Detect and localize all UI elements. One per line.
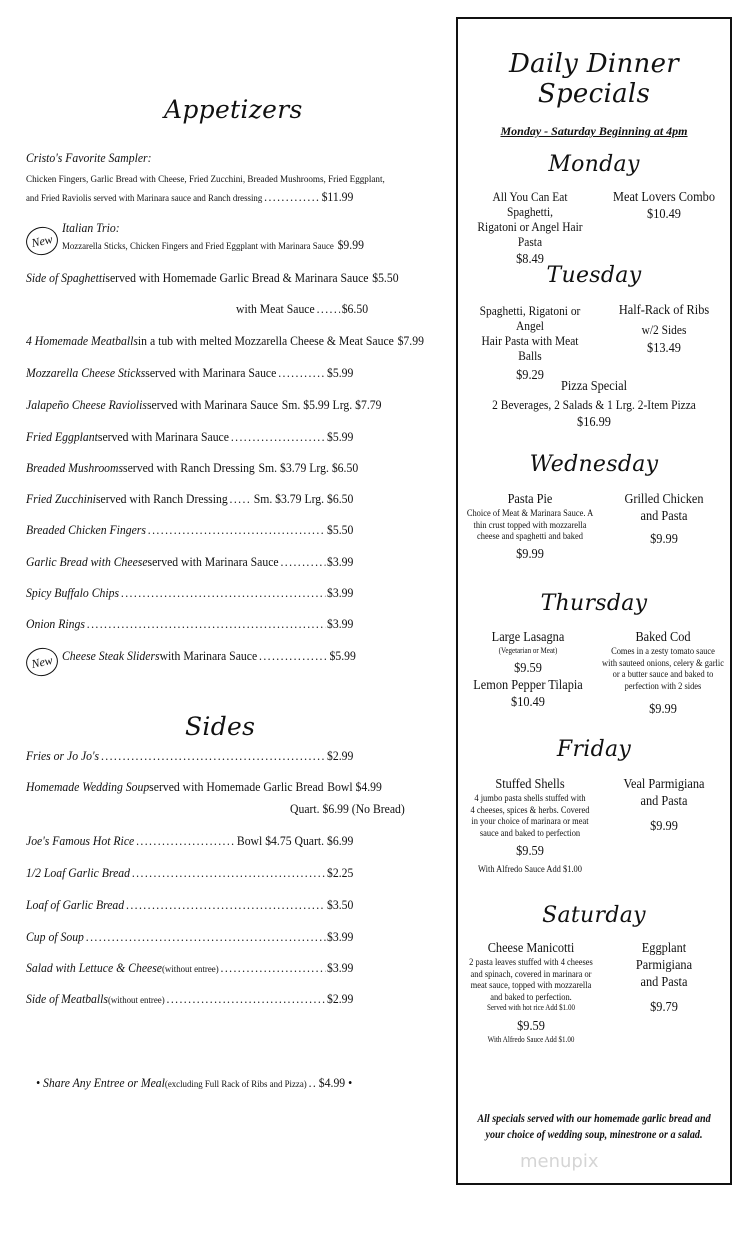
menu-item <box>26 366 353 381</box>
menu-item <box>26 930 353 945</box>
special-price: $10.49 <box>511 695 545 710</box>
menu-item-share <box>36 1076 352 1093</box>
menu-item <box>26 992 353 1009</box>
appetizers-title: Appetizers <box>164 95 303 124</box>
special-price: $9.99 <box>516 546 544 562</box>
item-name: Jalapeño Cheese Raviolis <box>26 398 148 412</box>
item-name: 1/2 Loaf Garlic Bread <box>26 866 131 880</box>
item-name: Fried Eggplant <box>26 430 98 444</box>
item-price: $5.99 <box>327 430 354 444</box>
monday-special-a: All You Can Eat Spaghetti, Rigatoni or Angel Hair Pasta $8.49 <box>468 189 591 268</box>
special-price: $9.79 <box>650 1000 678 1015</box>
saturday-special-a: Cheese Manicotti 2 pasta leaves stuffed with 4 cheeses and spinach, covered in marinara or meat sauce, topped with mozzarella and baked to perfection. Served with hot rice Add $1.00 $9.59 With Alfredo Sauce Add $1.00 <box>467 940 595 1045</box>
menu-item-sliders <box>62 649 356 664</box>
menu-item-spaghetti-meat <box>236 302 368 317</box>
item-price: $3.99 <box>327 586 354 600</box>
menu-item <box>26 866 353 881</box>
item-price: Sm. $5.99 Lrg. $7.79 <box>281 398 382 412</box>
special-price: $16.99 <box>577 415 611 430</box>
menu-item <box>26 961 353 978</box>
item-name: Salad with Lettuce & Cheese <box>26 961 162 975</box>
specials-title: Daily Dinner Specials <box>509 49 679 109</box>
menu-item-rice <box>26 834 353 849</box>
item-name: • Share Any Entree or Meal <box>36 1076 165 1090</box>
item-price: $6.50 <box>341 302 369 316</box>
special-price: $9.59 <box>516 844 544 859</box>
sampler-desc-2: and Fried Raviolis served with Marinara sauce and Ranch dressing <box>26 194 263 204</box>
tuesday-pizza-special: Pizza Special 2 Beverages, 2 Salads & 1 Lrg. 2-Item Pizza $16.99 <box>474 378 713 431</box>
item-desc: with Marinara Sauce <box>159 649 258 663</box>
menu-item <box>26 617 353 632</box>
item-price: $9.99 <box>337 238 364 252</box>
day-friday: Friday <box>556 737 632 762</box>
item-price: $5.50 <box>327 523 354 537</box>
item-name: Loaf of Garlic Bread <box>26 898 125 912</box>
trio-desc: Mozzarella Sticks, Chicken Fingers and Fried Eggplant with Marinara Sauce <box>62 242 334 252</box>
new-badge: New <box>23 224 60 258</box>
wednesday-special-b: Grilled Chicken and Pasta $9.99 <box>606 491 722 548</box>
saturday-special-b: Eggplant Parmigiana and Pasta $9.79 <box>606 940 722 1016</box>
item-desc: served with Marinara Sauce <box>147 555 279 569</box>
item-price: Bowl $4.99 <box>327 780 382 794</box>
item-name: Mozzarella Cheese Sticks <box>26 366 146 380</box>
item-price: Sm. $3.79 Lrg. $6.50 <box>258 461 359 475</box>
item-desc: served with Ranch Dressing <box>123 461 255 475</box>
menu-item <box>26 461 359 476</box>
day-saturday: Saturday <box>542 903 646 928</box>
thursday-special-b: Baked Cod Comes in a zesty tomato sauce with sauteed onions, celery & garlic or a butter sauce and baked to perfection with 2 sides $9.99 <box>599 629 727 718</box>
menu-item-soup <box>26 780 382 795</box>
specials-footer: All specials served with our homemade garlic bread and your choice of wedding soup, minestrone or a salad. <box>477 1113 711 1141</box>
item-price: $3.99 <box>327 961 354 975</box>
soup-quart-price: Quart. $6.99 (No Bread) <box>290 802 405 816</box>
item-name: Fries or Jo Jo's <box>26 749 100 763</box>
special-price: $9.99 <box>650 819 678 834</box>
item-name: Garlic Bread with Cheese <box>26 555 148 569</box>
item-price: $5.99 <box>327 366 354 380</box>
menu-item <box>26 898 353 913</box>
trio-name: Italian Trio: <box>62 221 120 235</box>
item-name: Cup of Soup <box>26 930 84 944</box>
item-name: Cheese Steak Sliders <box>62 649 160 663</box>
watermark: menupix <box>520 1151 599 1172</box>
item-desc: with Meat Sauce <box>236 302 315 316</box>
menu-item <box>26 555 353 570</box>
daily-specials-box <box>456 17 732 1185</box>
tuesday-special-a: Spaghetti, Rigatoni or Angel Hair Pasta with Meat Balls $9.29 <box>468 303 591 384</box>
monday-special-b: Meat Lovers Combo $10.49 <box>606 189 722 223</box>
item-desc: served with Marinara Sauce <box>97 430 229 444</box>
item-price: $3.99 <box>327 930 354 944</box>
item-name: Breaded Chicken Fingers <box>26 523 146 537</box>
special-price: $10.49 <box>647 207 681 222</box>
menu-item <box>26 523 353 538</box>
item-price: $3.99 <box>327 617 354 631</box>
special-price: $13.49 <box>647 341 681 356</box>
item-desc: (without entree) <box>107 996 165 1006</box>
new-badge: New <box>23 645 60 679</box>
day-monday: Monday <box>548 152 640 177</box>
item-desc: served with Marinara Sauce <box>147 398 279 412</box>
item-name: Side of Meatballs <box>26 992 108 1006</box>
item-name: Side of Spaghetti <box>26 271 106 285</box>
menu-item <box>26 334 424 349</box>
item-desc: (excluding Full Rack of Ribs and Pizza) <box>164 1080 307 1090</box>
day-tuesday: Tuesday <box>546 263 642 288</box>
item-name: Spicy Buffalo Chips <box>26 586 120 600</box>
item-price: $4.99 • <box>318 1076 353 1090</box>
item-name: Joe's Famous Hot Rice <box>26 834 135 848</box>
menu-item <box>26 586 353 601</box>
day-wednesday: Wednesday <box>529 452 659 477</box>
item-desc: served with Homemade Garlic Bread <box>149 780 324 794</box>
sides-title: Sides <box>185 712 256 741</box>
item-desc: served with Homemade Garlic Bread & Marinara Sauce <box>105 271 369 285</box>
specials-subtitle: Monday - Saturday Beginning at 4pm <box>500 124 688 138</box>
item-price: $2.99 <box>327 749 354 763</box>
item-price: $2.99 <box>327 992 354 1006</box>
item-desc: (without entree) <box>161 965 219 975</box>
item-name: Fried Zucchini <box>26 492 96 506</box>
item-price: $5.99 <box>329 649 356 663</box>
tuesday-special-b: Half-Rack of Ribs w/2 Sides $13.49 <box>606 302 722 357</box>
friday-special-a: Stuffed Shells 4 jumbo pasta shells stuffed with 4 cheeses, spices & herbs. Covered in your choice of marinara or meat sauce and baked to perfection $9.59 With Alfredo Sauce Add $1.00 <box>467 776 594 876</box>
sampler-name: Cristo's Favorite Sampler: <box>26 151 152 165</box>
day-thursday: Thursday <box>540 591 648 616</box>
special-price: $9.59 <box>514 661 542 676</box>
item-price: $11.99 <box>321 190 354 204</box>
menu-item-sampler <box>26 190 353 207</box>
item-price: $2.25 <box>327 866 354 880</box>
special-price: $8.49 <box>516 252 544 267</box>
wednesday-special-a: Pasta Pie Choice of Meat & Marinara Sauce. A thin crust topped with mozzarella cheese and spaghetti and baked $9.99 <box>466 492 594 562</box>
item-price: Bowl $4.75 Quart. $6.99 <box>236 834 354 848</box>
special-price: $9.59 <box>517 1019 545 1034</box>
item-price: Sm. $3.79 Lrg. $6.50 <box>253 492 354 506</box>
special-price: $9.99 <box>650 532 678 547</box>
menu-item-trio <box>62 238 364 255</box>
item-name: 4 Homemade Meatballs <box>26 334 138 348</box>
item-price: $7.99 <box>397 334 424 348</box>
thursday-special-a: Large Lasagna (Vegetarian or Meat) $9.59 Lemon Pepper Tilapia $10.49 <box>466 629 589 711</box>
item-price: $3.50 <box>327 898 354 912</box>
item-name: Homemade Wedding Soup <box>26 780 150 794</box>
item-desc: in a tub with melted Mozzarella Cheese & Meat Sauce <box>137 334 394 348</box>
item-desc: served with Ranch Dressing <box>95 492 228 506</box>
item-name: Onion Rings <box>26 617 85 631</box>
sampler-desc-1: Chicken Fingers, Garlic Bread with Cheese, Fried Zucchini, Breaded Mushrooms, Fried Eggplant, <box>26 174 385 185</box>
friday-special-b: Veal Parmigiana and Pasta $9.99 <box>606 776 722 835</box>
item-name: Breaded Mushrooms <box>26 461 124 475</box>
menu-item <box>26 430 353 445</box>
item-desc: served with Marinara Sauce <box>145 366 277 380</box>
special-price: $9.29 <box>516 368 544 383</box>
item-price: $5.50 <box>372 271 399 285</box>
menu-item-spaghetti <box>26 271 399 286</box>
menu-item <box>26 492 353 507</box>
special-price: $9.99 <box>649 702 677 717</box>
menu-item-fries <box>26 749 353 764</box>
item-price: $3.99 <box>327 555 354 569</box>
menu-item <box>26 398 382 413</box>
